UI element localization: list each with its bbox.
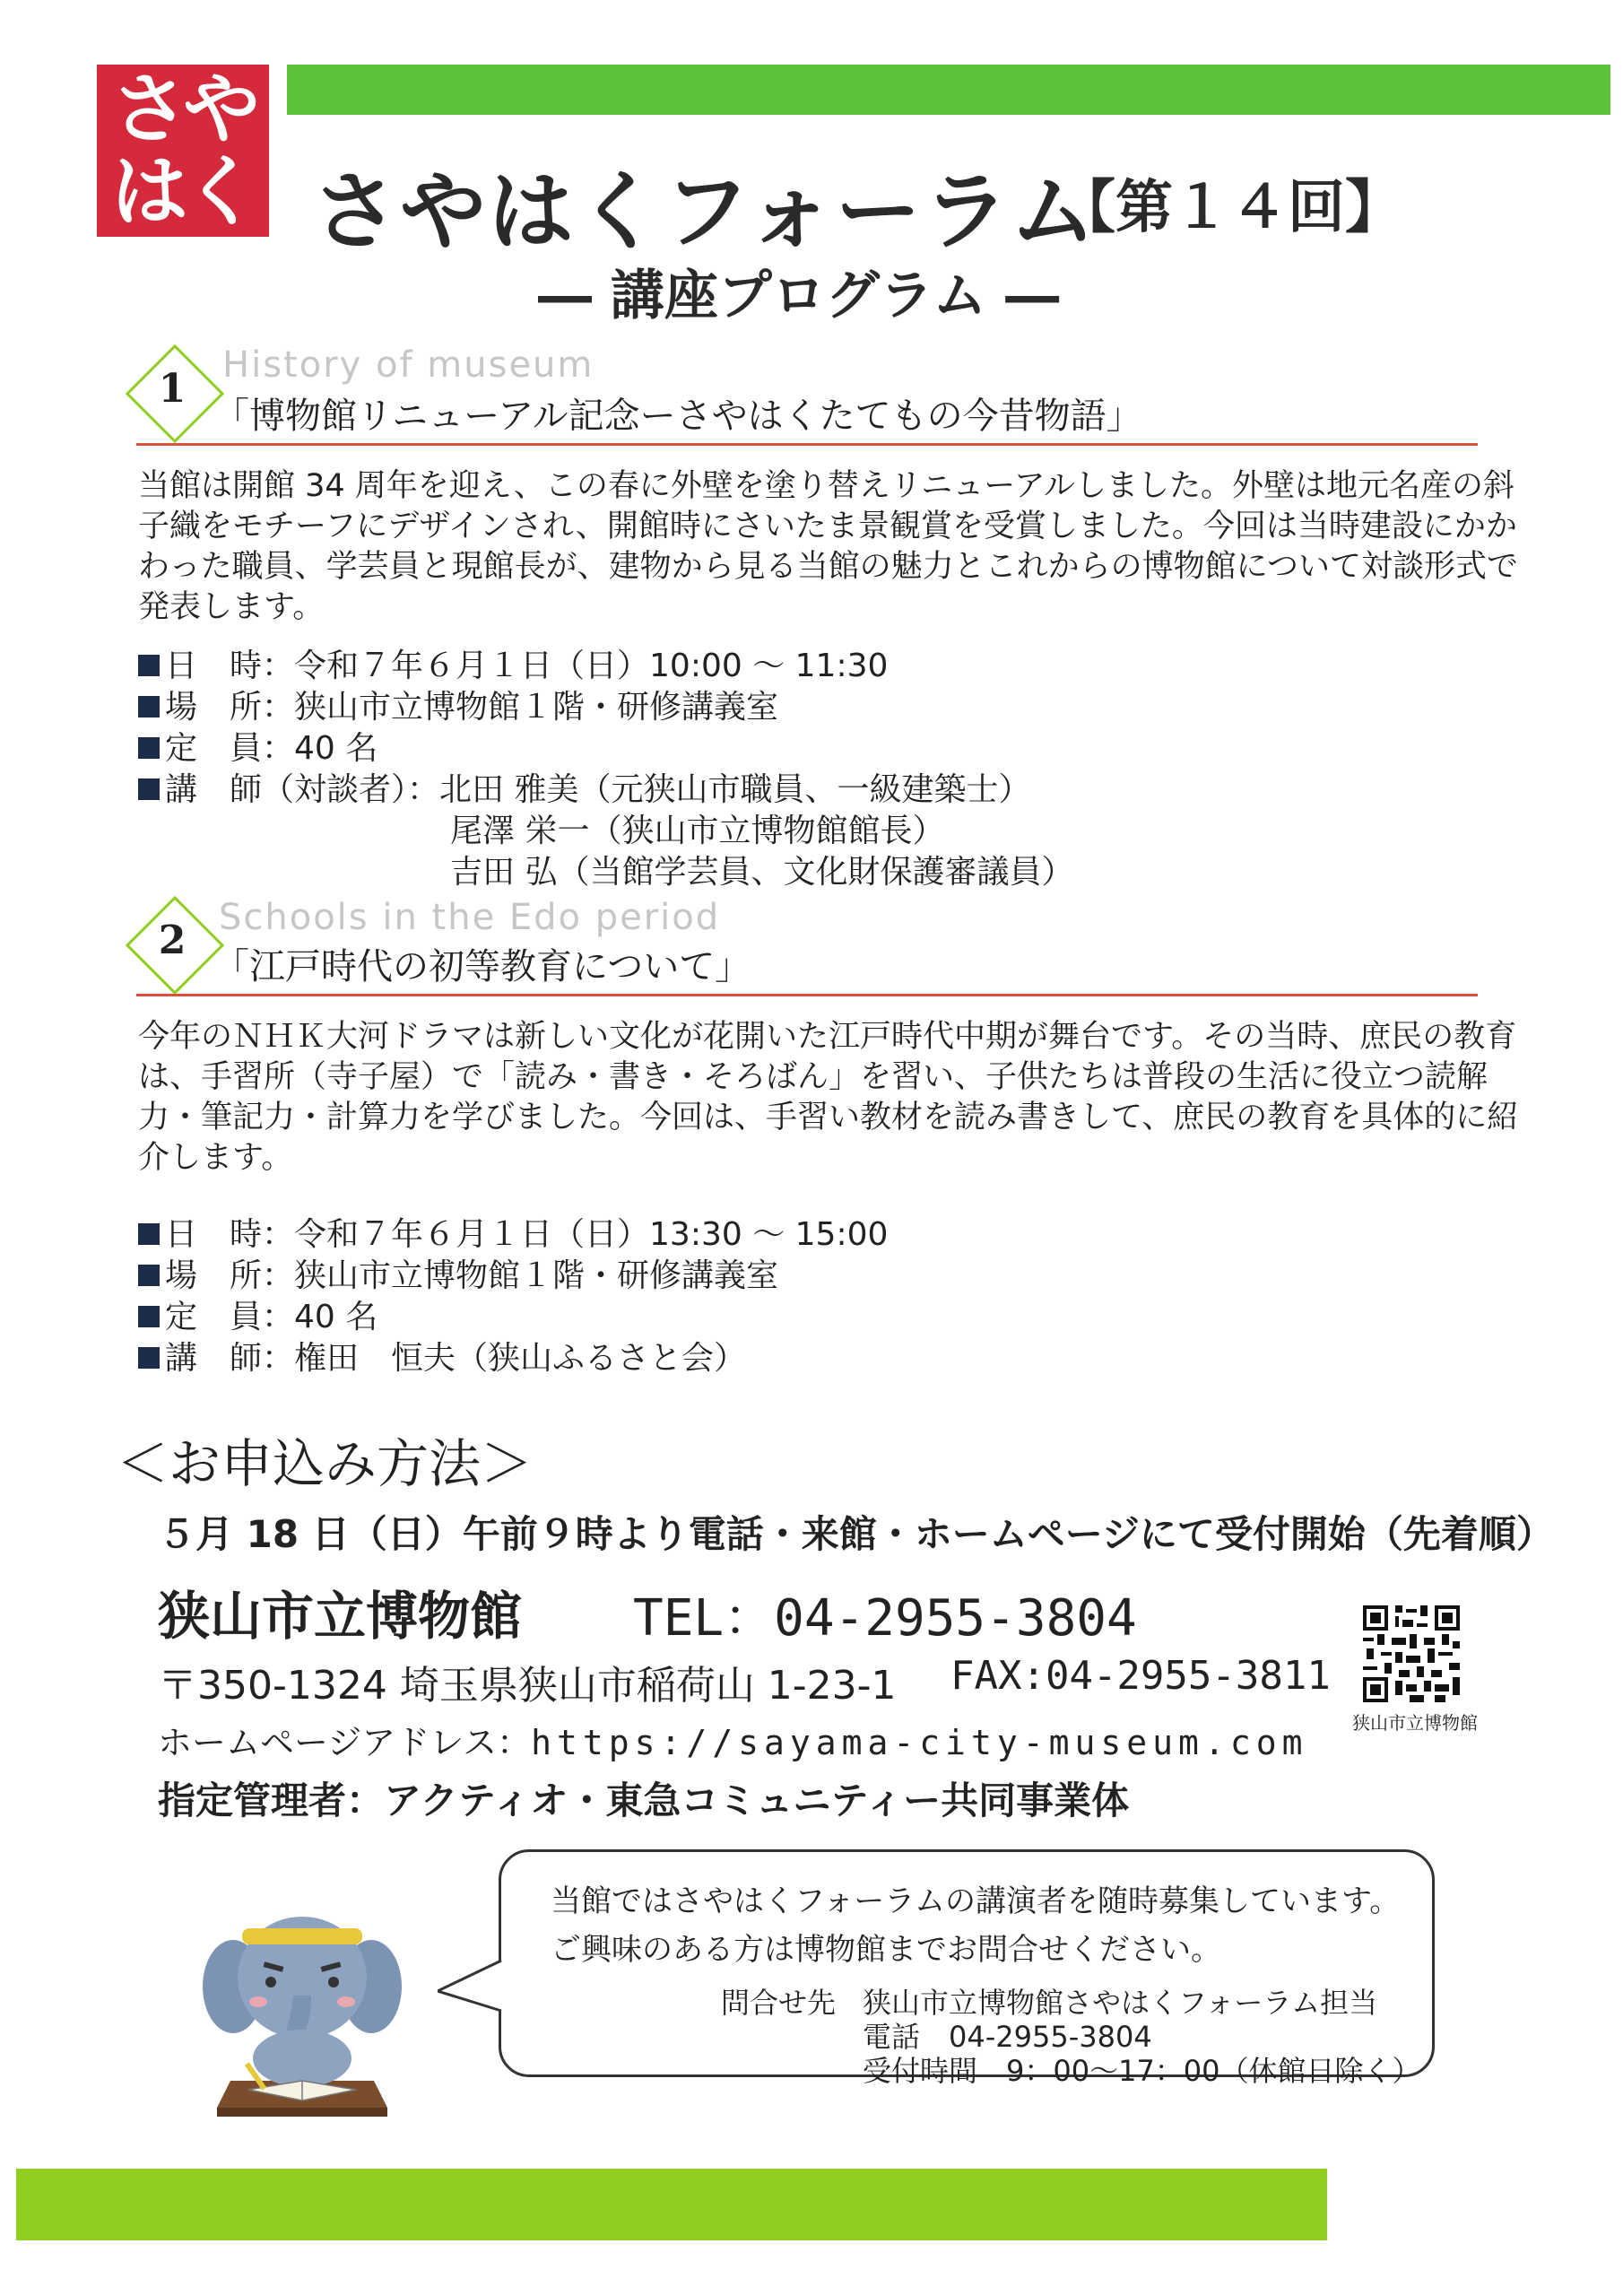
lecture-2-date-label: 日 時：	[165, 1216, 295, 1253]
lecture-1-lecturer-row	[138, 770, 1030, 811]
lecture-2-capacity-row	[138, 1297, 378, 1338]
elephant-mascot-icon	[199, 1901, 405, 2126]
homepage-link[interactable]: https://sayama-city-museum.com	[531, 1723, 1308, 1762]
top-green-bar	[287, 65, 1610, 115]
lecture-2-title: 「江戸時代の初等教育について」	[213, 946, 751, 987]
bullet-square-icon	[138, 655, 160, 676]
contact-details	[863, 1986, 1421, 2088]
lecture-1-date-label: 日 時：	[165, 648, 295, 684]
lecture-1-date-row	[138, 646, 888, 687]
museum-tel[interactable]: TEL：04-2955-3804	[633, 1589, 1137, 1648]
lecture-1-lecturer-2: 尾澤 栄一（狭山市立博物館館長）	[450, 813, 945, 849]
edition-label: 【第１４回】	[1058, 175, 1402, 241]
lecture-2-en-title: Schools in the Edo period	[219, 897, 721, 938]
lecture-2-divider	[136, 994, 1478, 996]
contact-name: 狭山市立博物館さやはくフォーラム担当	[863, 1986, 1378, 2020]
lecture-1-lecturer-3: 吉田 弘（当館学芸員、文化財保護審議員）	[450, 854, 1074, 891]
museum-address: 〒350-1324 埼玉県狭山市稲荷山 1-23-1	[158, 1663, 897, 1709]
lecture-2-date: 令和７年６月１日（日）13:30 ～ 15:00	[294, 1216, 889, 1253]
speech-bubble-tail	[438, 1955, 504, 2018]
museum-name: 狭山市立博物館	[158, 1586, 523, 1647]
apply-heading: ＜お申込み方法＞	[117, 1433, 534, 1494]
contact-phone: 電話 04-2955-3804	[863, 2020, 1152, 2054]
lecture-2-lecturer-1: 権田 恒夫（狭山ふるさと会）	[294, 1340, 747, 1377]
contact-hours: 受付時間 9：00～17：00（休館日除く）	[863, 2054, 1421, 2088]
contact-label: 問合せ先	[721, 1986, 837, 2020]
sayahaku-logo	[97, 65, 269, 237]
lecture-1-date: 令和７年６月１日（日）10:00 ～ 11:30	[294, 648, 889, 684]
lecture-2-place-row	[138, 1256, 778, 1297]
bullet-square-icon	[138, 1265, 160, 1286]
manager-label: 指定管理者：アクティオ・東急コミュニティー共同事業体	[158, 1779, 1130, 1822]
lecture-1-description: 当館は開館 34 周年を迎え、この春に外壁を塗り替えリニューアルしました。外壁は地元名産の斜子織をモチーフにデザインされ、開館時にさいたま景観賞を受賞しました。今回は当時建設にかかわった職員、学芸員と現館長が、建物から見る当館の魅力とこれからの博物館について対談形式で発表します。	[138, 468, 1518, 625]
bullet-square-icon	[138, 1347, 160, 1369]
lecture-1-number: 1	[158, 366, 187, 412]
lecture-2-lecturer-row	[138, 1338, 746, 1379]
lecture-1-title: 「博物館リニューアル記念ーさやはくたてもの今昔物語」	[213, 396, 1142, 437]
qr-code-icon[interactable]	[1363, 1605, 1460, 1702]
page-title: さやはくフォーラム	[312, 161, 1098, 262]
recruit-message-2: ご興味のある方は博物館までお問合せください。	[551, 1932, 1221, 1968]
lecture-2-date-row	[138, 1214, 888, 1256]
lecture-2-capacity: 40 名	[294, 1299, 378, 1335]
lecture-2-number: 2	[158, 918, 187, 963]
bullet-square-icon	[138, 778, 160, 800]
lecture-2-place: 狭山市立博物館１階・研修講義室	[294, 1257, 779, 1294]
lecture-1-lecturer-1: 北田 雅美（元狭山市職員、一級建築士）	[439, 771, 1031, 808]
lecture-2-lecturer-label: 講 師：	[165, 1340, 295, 1377]
lecture-1-capacity-label: 定 員：	[165, 730, 295, 767]
bullet-square-icon	[138, 737, 160, 759]
lecture-1-divider	[136, 443, 1478, 446]
lecture-1-capacity-row	[138, 728, 378, 770]
lecture-1-lecturer-label: 講 師（対談者）：	[165, 771, 440, 808]
bottom-green-bar	[16, 2169, 1327, 2240]
homepage-label: ホームページアドレス：	[158, 1723, 532, 1762]
logo-text: さや はく	[111, 65, 255, 237]
bullet-square-icon	[138, 696, 160, 718]
lecture-2-place-label: 場 所：	[165, 1257, 295, 1294]
bullet-square-icon	[138, 1306, 160, 1327]
lecture-1-place-label: 場 所：	[165, 689, 295, 726]
apply-start: ５月 18 日（日）午前９時より電話・来館・ホームページにて受付開始（先着順）	[158, 1512, 1554, 1556]
lecture-1-place-row	[138, 687, 778, 728]
homepage-row	[158, 1715, 1307, 1764]
lecture-1-en-title: History of museum	[222, 344, 595, 386]
lecture-2-description: 今年のＮＨＫ大河ドラマは新しい文化が花開いた江戸時代中期が舞台です。その当時、庶民の教育は、手習所（寺子屋）で「読み・書き・そろばん」を習い、子供たちは普段の生活に役立つ読解力・筆記力・計算力を学びました。今回は、手習い教材を読み書きして、庶民の教育を具体的に紹介します。	[138, 1019, 1519, 1176]
qr-caption: 狭山市立博物館	[1352, 1712, 1478, 1734]
lecture-1-capacity: 40 名	[294, 730, 378, 767]
lecture-2-capacity-label: 定 員：	[165, 1299, 295, 1335]
page-subtitle: ― 講座プログラム ―	[538, 265, 1060, 327]
museum-fax: FAX:04-2955-3811	[950, 1653, 1331, 1699]
lecture-1-place: 狭山市立博物館１階・研修講義室	[294, 689, 779, 726]
bullet-square-icon	[138, 1223, 160, 1245]
recruit-message-1: 当館ではさやはくフォーラムの講演者を随時募集しています。	[551, 1883, 1401, 1919]
